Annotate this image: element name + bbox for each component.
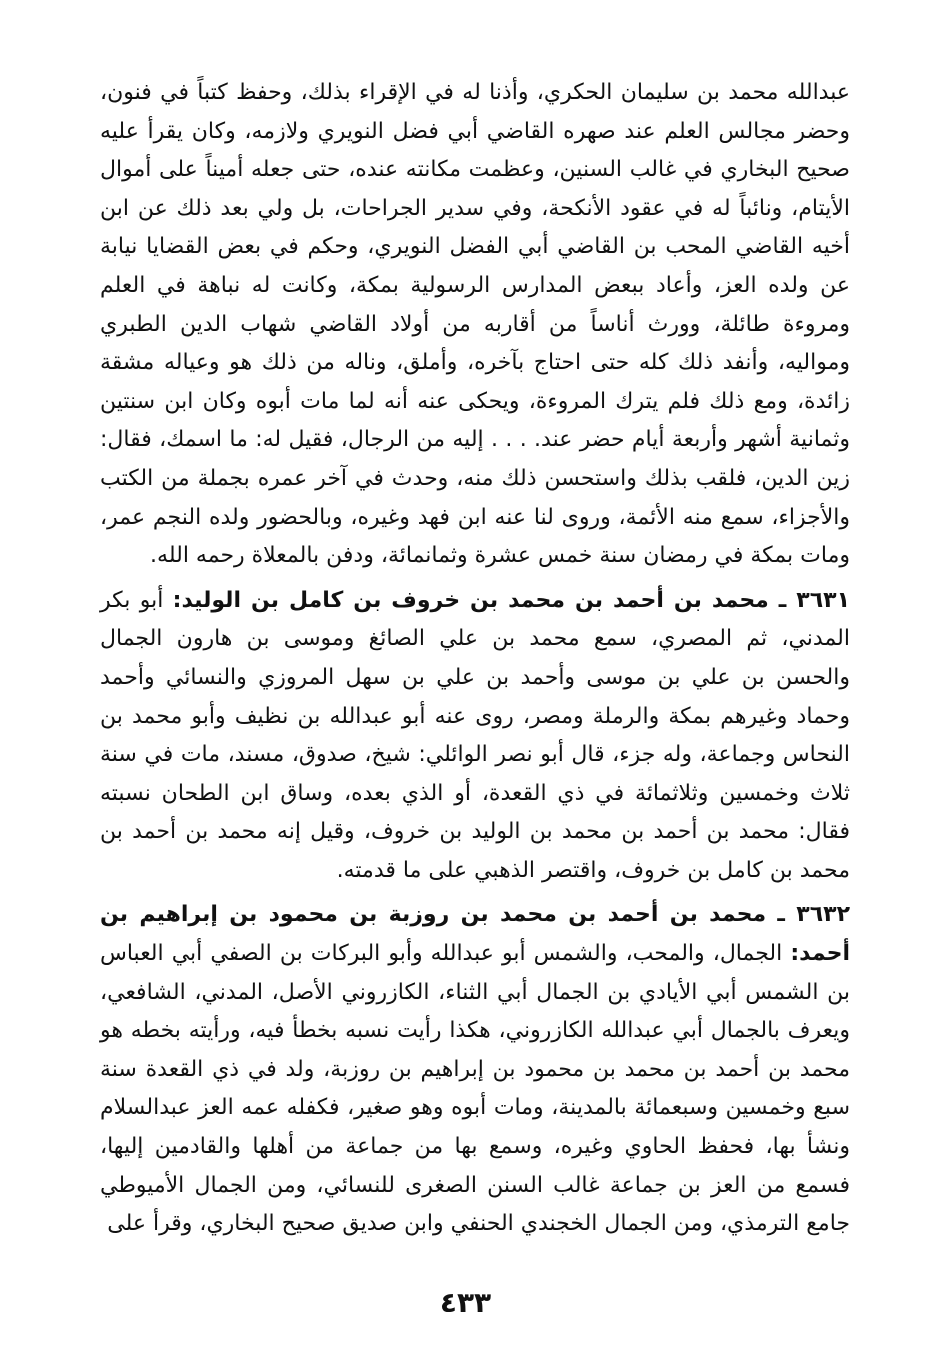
entry-text: أبو بكر المدني، ثم المصري، سمع محمد بن علي الصائغ وموسى بن هارون الجمال والحسن بن علي بن موسى وأحمد بن علي بن سهل المروزي والنسائي وأحمد وحماد وغيرهم بمكة والرملة ومصر، روى عنه أبو عبدالله بن نظيف وأبو محمد بن النحاس وجماعة، وله جزء، قال أبو نصر الوائلي: شيخ، صدوق، مسند، مات في سنة ثلاث وخمسين وثلاثمائة في ذي القعدة، أو الذي بعده، وساق ابن الطحان نسبته فقال: محمد بن أحمد بن محمد بن الوليد بن خروف، وقيل إنه محمد بن أحمد بن محمد بن كامل بن خروف، واقتصر الذهبي على ما قدمته. (100, 587, 850, 883)
page-number: ٤٣٣ (439, 1286, 492, 1319)
entry-3632 (100, 896, 850, 1243)
entry-heading: ٣٦٣٢ ـ محمد بن أحمد بن محمد بن روزبة بن محمود بن إبراهيم بن أحمد: (100, 902, 850, 967)
continuation-paragraph (100, 74, 850, 576)
continuation-text: عبدالله محمد بن سليمان الحكري، وأذنا له في الإقراء بذلك، وحفظ كتباً في فنون، وحضر مجالس العلم عند صهره القاضي أبي فضل النويري ولازمه، وكان يقرأ عليه صحيح البخاري في غالب السنين، وعظمت مكانته عنده، حتى جعله أميناً على أموال الأيتام، ونائباً له في عقود الأنكحة، وفي سدير الجراحات، بل ولي بعد ذلك عن ابن أخيه القاضي المحب بن القاضي أبي الفضل النويري، وحكم في بعض القضايا نيابة عن ولده العز، وأعاد ببعض المدارس الرسولية بمكة، وكانت له نباهة في العلم ومروءة طائلة، وورث أناساً من أقاربه من أولاد القاضي شهاب الدين الطبري ومواليه، وأنفد ذلك كله حتى احتاج بآخره، وأملق، وناله من ذلك هو وعياله مشقة زائدة، ومع ذلك فلم يترك المروءة، ويحكى عنه أنه لما مات أبوه وكان ابن سنتين وثمانية أشهر وأربعة أيام حضر عند. . . . إليه من الرجال، فقيل له: ما اسمك، فقال: زين الدين، فلقب بذلك واستحسن ذلك منه، وحدث في آخر عمره بجملة من الكتب والأجزاء، سمع منه الأئمة، وروى لنا عنه ابن فهد وغيره، وبالحضور ولده النجم عمر، ومات بمكة في رمضان سنة خمس عشرة وثمانمائة، ودفن بالمعلاة رحمه الله. (100, 80, 850, 569)
entry-text: الجمال، والمحب، والشمس أبو عبدالله وأبو البركات بن الصفي أبي العباس بن الشمس أبي الأيادي بن الجمال أبي الثناء، الكازروني الأصل، المدني، الشافعي، ويعرف بالجمال أبي عبدالله الكازروني، هكذا رأيت نسبه بخطأ فيه، ورأيته بخطه هو محمد بن أحمد بن محمد بن محمود بن إبراهيم بن روزبة، ولد في ذي القعدة سنة سبع وخمسين وسبعمائة بالمدينة، ومات أبوه وهو صغير، فكفله عمه العز عبدالسلام ونشأ بها، فحفظ الحاوي وغيره، وسمع بها من جماعة من أهلها والقادمين إليها، فسمع من العز بن جماعة غالب السنن الصغرى للنسائي، ومن الجمال الأميوطي جامع الترمذي، ومن الجمال الخجندي الحنفي وابن صديق صحيح البخاري، وقرأ على (100, 941, 850, 1237)
page-body (100, 74, 850, 1244)
entry-3631 (100, 582, 850, 891)
entry-heading: ٣٦٣١ ـ محمد بن أحمد بن محمد بن خروف بن كامل بن الوليد: (172, 587, 850, 613)
